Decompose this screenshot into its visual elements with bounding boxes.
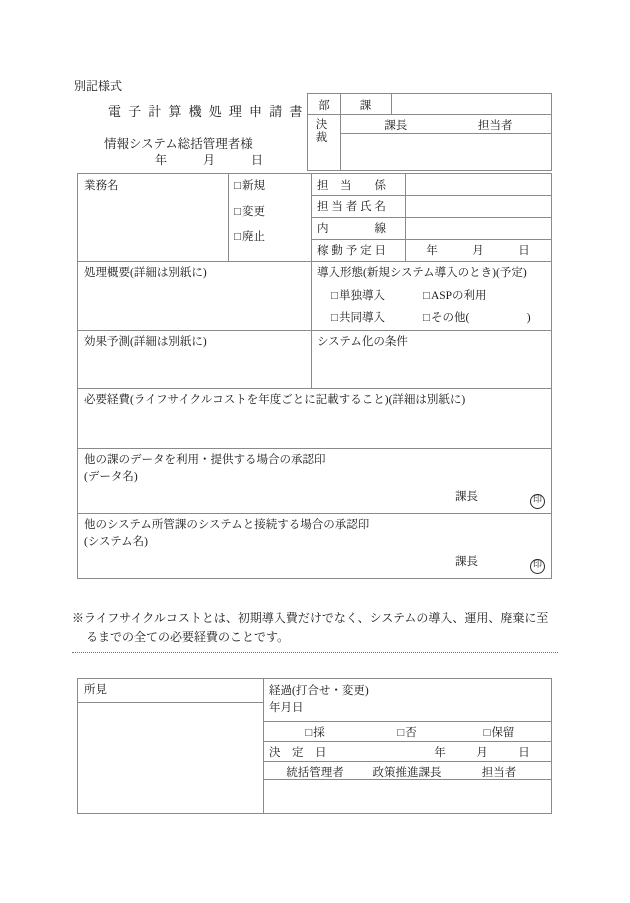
system-approval-cell[interactable] bbox=[77, 513, 552, 579]
approval-stamp-area[interactable] bbox=[340, 133, 552, 171]
approval-box bbox=[307, 93, 552, 171]
cut-line-divider bbox=[72, 652, 558, 653]
seal-icon[interactable]: 印 bbox=[530, 559, 545, 574]
decision-label: 決裁 bbox=[314, 118, 327, 144]
progress-cell[interactable] bbox=[263, 678, 552, 722]
decision-date-row[interactable] bbox=[263, 741, 552, 762]
checkbox-horyu[interactable]: □ 保留 bbox=[453, 725, 545, 742]
decision-date-month: 月 bbox=[476, 747, 488, 759]
data-approval-signature-line bbox=[455, 489, 545, 509]
input-tanto-kakari[interactable] bbox=[405, 173, 552, 196]
data-approval-kacho-label: 課長 bbox=[455, 491, 478, 503]
data-name-label: (データ名) bbox=[84, 470, 138, 483]
decision-date-fields bbox=[419, 745, 545, 762]
signer-header-row bbox=[263, 761, 552, 780]
checkbox-henko[interactable]: □ 変更 bbox=[234, 204, 305, 221]
row-label-kado-yoteibi: 稼 動 予 定 日 bbox=[311, 239, 406, 262]
progress-label: 経過(打合せ・変更) bbox=[269, 685, 369, 697]
decision-date-day: 日 bbox=[518, 747, 530, 759]
approver-kacho-header: 課長 bbox=[384, 120, 408, 132]
checkbox-sai[interactable]: □ 採 bbox=[269, 725, 361, 742]
row-label-naisen: 内 線 bbox=[311, 217, 406, 240]
system-approval-label: 他のシステム所管課のシステムと接続する場合の承認印 bbox=[84, 519, 370, 531]
checkbox-kyodo-dounyu[interactable]: □ 共同導入 bbox=[331, 310, 423, 327]
department-label: 部 bbox=[307, 93, 341, 115]
approver-tantosha-header: 担当者 bbox=[478, 120, 513, 132]
business-name-cell[interactable] bbox=[77, 173, 229, 262]
page-title: 電子計算機処理申請書 bbox=[108, 104, 310, 119]
input-tantosha-shimei[interactable] bbox=[405, 195, 552, 218]
input-naisen[interactable] bbox=[405, 217, 552, 240]
review-table bbox=[77, 678, 552, 814]
checkbox-sonota[interactable]: □ その他( ) bbox=[423, 310, 531, 327]
decision-label-cell bbox=[307, 114, 341, 171]
footnote bbox=[72, 609, 562, 647]
checkbox-hi[interactable]: □ 否 bbox=[361, 725, 453, 742]
application-date-field[interactable]: 年 月 日 bbox=[155, 153, 264, 167]
input-kado-yoteibi[interactable]: 年 月 日 bbox=[405, 239, 552, 262]
introduction-option-row-1 bbox=[331, 288, 545, 305]
department-section-input[interactable] bbox=[391, 93, 552, 115]
section-label: 課 bbox=[340, 93, 392, 115]
process-overview-cell[interactable] bbox=[77, 261, 312, 331]
checkbox-tandoku-dounyu[interactable]: □ 単独導入 bbox=[331, 288, 423, 305]
introduction-type-label: 導入形態(新規システム導入のとき)(予定) bbox=[317, 267, 527, 279]
effect-forecast-label: 効果予測(詳細は別紙に) bbox=[84, 336, 207, 348]
opinion-cell[interactable] bbox=[77, 678, 264, 814]
data-approval-label: 他の課のデータを利用・提供する場合の承認印 bbox=[84, 454, 326, 466]
row-label-tanto-kakari: 担 当 係 bbox=[311, 173, 406, 196]
system-approval-kacho-label: 課長 bbox=[455, 556, 478, 568]
result-checkbox-group bbox=[263, 721, 552, 742]
seal-icon[interactable]: 印 bbox=[530, 494, 545, 509]
required-cost-cell[interactable] bbox=[77, 388, 552, 449]
approval-column-headers bbox=[340, 114, 552, 134]
signer-label-seisaku-suishin-kacho: 政策推進課長 bbox=[372, 767, 442, 779]
addressee-label: 情報システム総括管理者様 bbox=[104, 137, 253, 151]
progress-date-label: 年月日 bbox=[269, 701, 304, 714]
system-conditions-cell[interactable] bbox=[311, 330, 552, 389]
business-name-label: 業務名 bbox=[84, 180, 119, 192]
checkbox-asp-riyo[interactable]: □ ASPの利用 bbox=[423, 288, 487, 305]
checkbox-shinki[interactable]: □ 新規 bbox=[234, 178, 305, 195]
signer-label-tokatsu-kanrisha: 統括管理者 bbox=[286, 767, 344, 779]
introduction-type-cell bbox=[311, 261, 552, 331]
data-approval-cell[interactable] bbox=[77, 448, 552, 514]
signer-label-tantosha: 担当者 bbox=[481, 767, 517, 779]
effect-forecast-cell[interactable] bbox=[77, 330, 312, 389]
form-kind-label: 別記様式 bbox=[74, 79, 123, 93]
decision-date-year: 年 bbox=[434, 747, 446, 759]
row-label-tantosha-shimei: 担 当 者 氏 名 bbox=[311, 195, 406, 218]
opinion-label: 所見 bbox=[78, 679, 263, 703]
signer-stamp-area[interactable] bbox=[263, 779, 552, 814]
application-type-checkbox-group bbox=[228, 173, 312, 262]
system-approval-signature-line bbox=[455, 554, 545, 574]
system-conditions-label: システム化の条件 bbox=[317, 336, 408, 348]
checkbox-haishi[interactable]: □ 廃止 bbox=[234, 229, 305, 246]
decision-date-label: 決 定 日 bbox=[269, 747, 327, 759]
footnote-line-2: るまでの全ての必要経費のことです。 bbox=[86, 630, 290, 645]
footnote-line-1: ※ライフサイクルコストとは、初期導入費だけでなく、システムの導入、運用、廃棄に至 bbox=[72, 611, 549, 625]
process-overview-label: 処理概要(詳細は別紙に) bbox=[84, 267, 207, 279]
required-cost-label: 必要経費(ライフサイクルコストを年度ごとに記載すること)(詳細は別紙に) bbox=[84, 394, 466, 406]
system-name-label: (システム名) bbox=[84, 535, 149, 548]
introduction-option-row-2 bbox=[331, 310, 545, 327]
